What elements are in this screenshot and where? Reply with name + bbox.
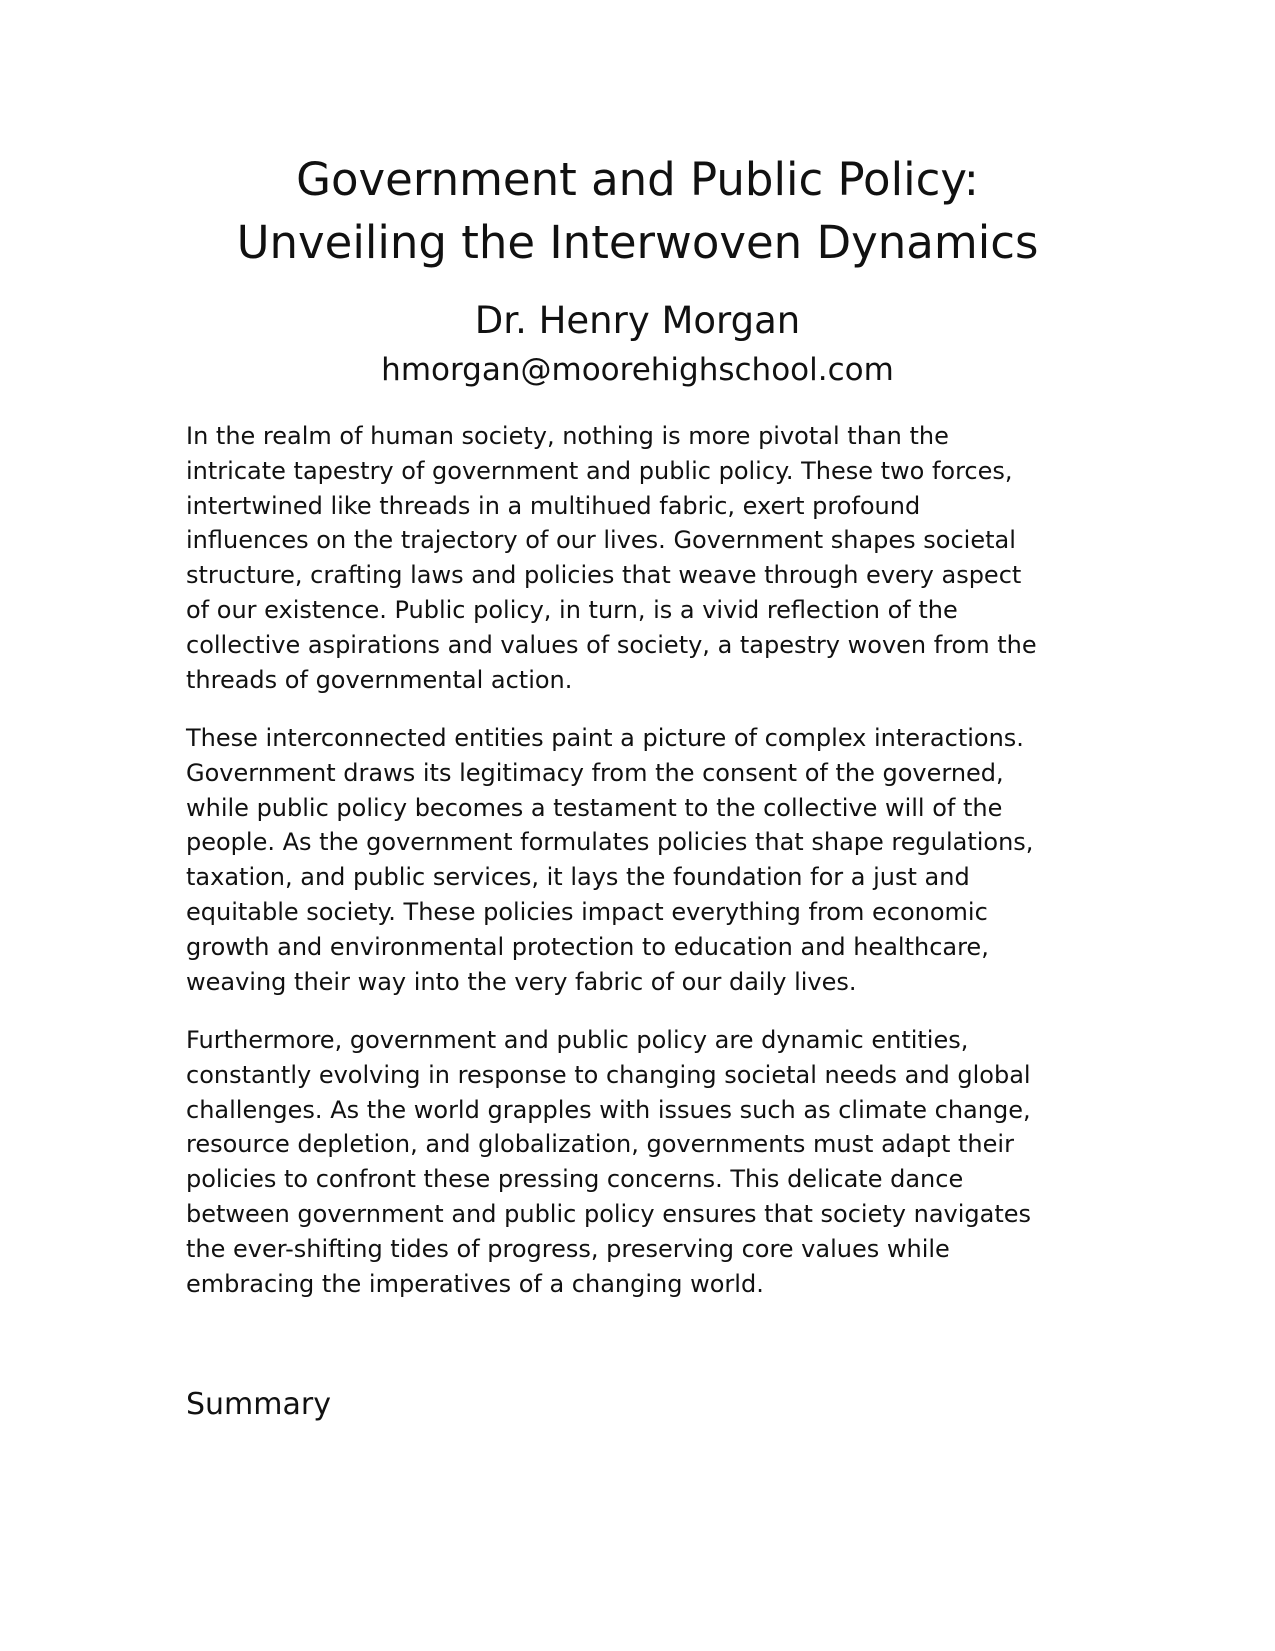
summary-heading: Summary xyxy=(186,1387,331,1422)
document-title xyxy=(150,148,1125,274)
title-line-2: Unveiling the Interwoven Dynamics xyxy=(236,216,1039,269)
paragraph-2: These interconnected entities paint a picture of complex interactions. Government draws its legitimacy from the consent of the governed, while public policy becomes a testament to the collective will of the people. As the government formulates policies that shape regulations, taxation, and public services, it lays the foundation for a just and equitable society. These policies impact everything from economic growth and environmental protection to education and healthcare, weaving their way into the very fabric of our daily lives. xyxy=(186,724,1034,996)
author-email: hmorgan@moorehighschool.com xyxy=(381,352,894,388)
paragraph-1: In the realm of human society, nothing is more pivotal than the intricate tapestry of government and public policy. These two forces, intertwined like threads in a multihued fabric, exert profound influences on the trajectory of our lives. Government shapes societal structure, crafting laws and policies that weave through every aspect of our existence. Public policy, in turn, is a vivid reflection of the collective aspirations and values of society, a tapestry woven from the threads of governmental action. xyxy=(186,422,1037,694)
title-line-1: Government and Public Policy: xyxy=(296,153,979,206)
paragraph-3: Furthermore, government and public policy are dynamic entities, constantly evolving in response to changing societal needs and global challenges. As the world grapples with issues such as climate change, resource depletion, and globalization, governments must adapt their policies to confront these pressing concerns. This delicate dance between government and public policy ensures that society navigates the ever-shifting tides of progress, preserving core values while embracing the imperatives of a changing world. xyxy=(186,1026,1032,1298)
author-name: Dr. Henry Morgan xyxy=(474,299,801,342)
